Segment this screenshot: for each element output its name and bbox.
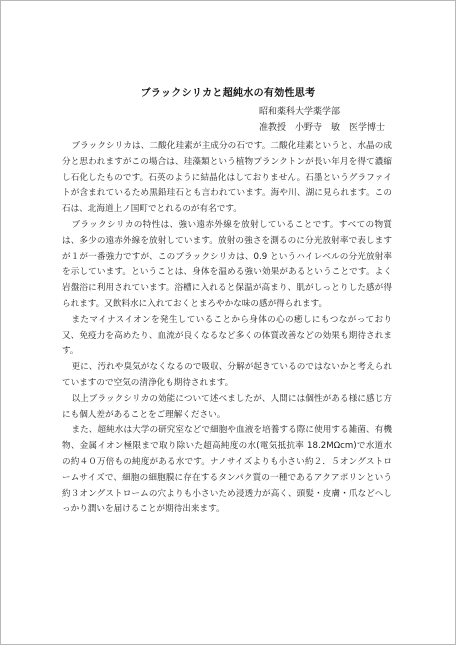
paragraph: 更に、汚れや臭気がなくなるので吸収、分解が起きているのではないかと考えられていますので空気の清浄化も期待されます。 [62,362,392,388]
author-name: 准教授 小野寺 敏 医学博士 [259,123,386,133]
paragraph: ブラックシリカの特性は、強い遠赤外線を放射していることです。すべての物質は、多少の遠赤外線を放射しています。放射の強さを測るのに分光放射率で表しますが１が一番強力ですが、このブラックシリカは、0.9 というハイレベルの分光放射率を示しています。ということは、身体を温める強い効果があるということです。よく岩盤浴に利用されています。浴槽に入れると保温が高まり、肌がしっとりした感が得られます。又飲料水に入れておくとまろやかな味の感が得られます。 [62,219,392,309]
author-affiliation: 昭和薬科大学薬学部 [259,107,341,117]
paragraph: また、超純水は大学の研究室などで細胞や血液を培養する際に使用する雑菌、有機物、金属イオン極限まで取り除いた超高純度の水(電気抵抗率 18.2MΩcm)で水道水の約４０万倍もの純度がある水です。ナノサイズよりも小さい約２．５オングストロームサイズで、細胞の細胞膜に存在するタンパク質の一種であるアクアポリンという約３オングストロームの穴よりも小さいため浸透力が高く、頭髪・皮膚・爪などへしっかり潤いを届けることが期待出来ます。 [62,425,392,515]
paragraph: またマイナスイオンを発生していることから身体の心の癒しにもつながっており又、免疫力を高めたり、血流が良くなるなど多くの体質改善などの効果も期待されます。 [62,314,392,357]
paragraph: 以上ブラックシリカの効能について述べましたが、人間には個性がある様に感じ方にも個人差があることをご理解ください。 [62,393,392,420]
document-body [62,139,392,518]
document-title: ブラックシリカと超純水の有効性思考 [140,88,316,99]
paragraph: ブラックシリカは、二酸化珪素が主成分の石です。二酸化珪素というと、水晶の成分と思われますがこの場合は、珪藻類という植物プランクトンが長い年月を得て濃縮し石化したものです。石英のように結晶化はしておりません。石墨というグラファイトが含まれているため黒鉛珪石とも言われています。海や川、湖に見られます。この石は、北海道上ノ国町でとれるのが有名です。 [62,141,392,215]
